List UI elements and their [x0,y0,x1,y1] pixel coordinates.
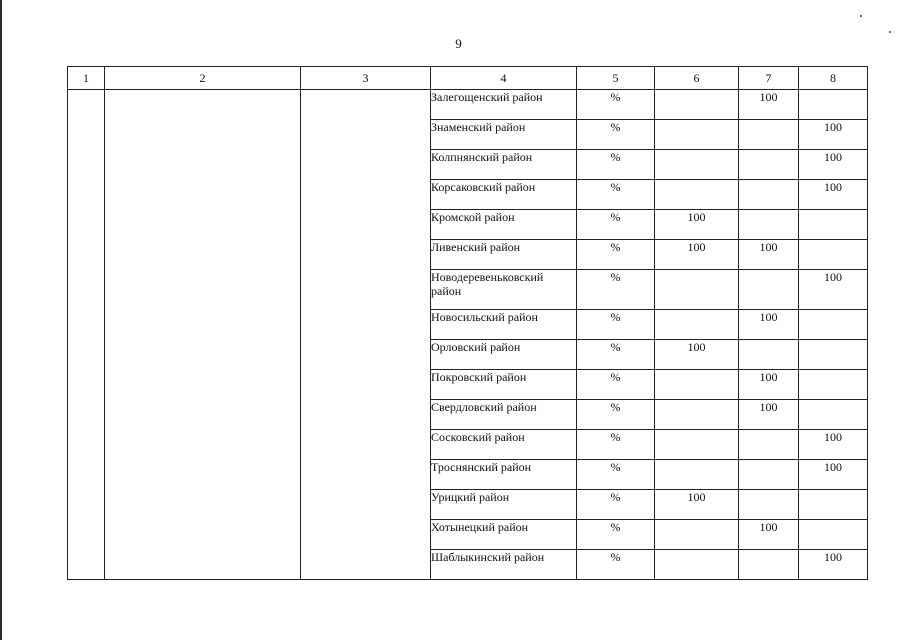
value-cell-7: 100 [739,240,799,270]
col-1-cell [68,90,105,580]
unit-cell: % [577,520,655,550]
value-cell-6 [655,430,739,460]
value-cell-7 [739,550,799,580]
district-cell: Свердловский район [431,400,577,430]
value-cell-6 [655,550,739,580]
value-cell-6 [655,400,739,430]
header-row [68,67,868,90]
table-row [68,90,868,120]
unit-cell: % [577,240,655,270]
district-cell: Орловский район [431,340,577,370]
district-cell: Корсаковский район [431,180,577,210]
district-cell: Урицкий район [431,490,577,520]
unit-cell: % [577,310,655,340]
value-cell-8: 100 [799,460,868,490]
value-cell-6 [655,370,739,400]
value-cell-6 [655,90,739,120]
column-header: 1 [68,67,105,90]
value-cell-6 [655,310,739,340]
column-header: 6 [655,67,739,90]
unit-cell: % [577,150,655,180]
value-cell-7: 100 [739,310,799,340]
value-cell-6: 100 [655,340,739,370]
value-cell-6 [655,520,739,550]
value-cell-8: 100 [799,270,868,310]
value-cell-7: 100 [739,400,799,430]
unit-cell: % [577,460,655,490]
unit-cell: % [577,400,655,430]
district-cell: Троснянский район [431,460,577,490]
value-cell-7 [739,460,799,490]
district-cell: Новосильский район [431,310,577,340]
col-2-cell [105,90,301,580]
value-cell-6 [655,270,739,310]
unit-cell: % [577,550,655,580]
column-header: 4 [431,67,577,90]
value-cell-8: 100 [799,150,868,180]
value-cell-8 [799,340,868,370]
value-cell-7: 100 [739,370,799,400]
value-cell-8 [799,90,868,120]
value-cell-7: 100 [739,90,799,120]
value-cell-6 [655,460,739,490]
district-cell: Кромской район [431,210,577,240]
district-cell: Ливенский район [431,240,577,270]
column-header: 8 [799,67,868,90]
scan-left-edge [0,0,2,640]
value-cell-6 [655,150,739,180]
value-cell-7 [739,150,799,180]
value-cell-8 [799,310,868,340]
value-cell-7 [739,490,799,520]
value-cell-8: 100 [799,430,868,460]
unit-cell: % [577,490,655,520]
value-cell-6: 100 [655,240,739,270]
value-cell-8: 100 [799,550,868,580]
column-header: 2 [105,67,301,90]
district-cell: Хотынецкий район [431,520,577,550]
col-3-cell [301,90,431,580]
value-cell-8 [799,370,868,400]
district-cell: Залегощенский район [431,90,577,120]
column-header: 5 [577,67,655,90]
value-cell-8: 100 [799,180,868,210]
value-cell-7 [739,340,799,370]
scan-speck [889,31,891,33]
value-cell-8 [799,240,868,270]
unit-cell: % [577,120,655,150]
value-cell-6 [655,180,739,210]
value-cell-6: 100 [655,490,739,520]
unit-cell: % [577,90,655,120]
unit-cell: % [577,180,655,210]
value-cell-6: 100 [655,210,739,240]
column-header: 7 [739,67,799,90]
data-table [67,66,868,580]
unit-cell: % [577,210,655,240]
value-cell-7 [739,270,799,310]
unit-cell: % [577,370,655,400]
value-cell-7 [739,430,799,460]
unit-cell: % [577,340,655,370]
page-number: 9 [455,36,462,51]
district-cell: Шаблыкинский район [431,550,577,580]
district-cell: Знаменский район [431,120,577,150]
value-cell-8 [799,210,868,240]
unit-cell: % [577,270,655,310]
value-cell-8: 100 [799,120,868,150]
value-cell-7 [739,180,799,210]
value-cell-7 [739,120,799,150]
district-cell: Покровский район [431,370,577,400]
scan-speck [860,15,862,17]
value-cell-6 [655,120,739,150]
value-cell-7 [739,210,799,240]
unit-cell: % [577,430,655,460]
district-cell: Сосковский район [431,430,577,460]
column-header: 3 [301,67,431,90]
district-cell: Новодеревеньковский район [431,270,577,310]
value-cell-8 [799,520,868,550]
value-cell-8 [799,490,868,520]
value-cell-8 [799,400,868,430]
district-cell: Колпнянский район [431,150,577,180]
value-cell-7: 100 [739,520,799,550]
